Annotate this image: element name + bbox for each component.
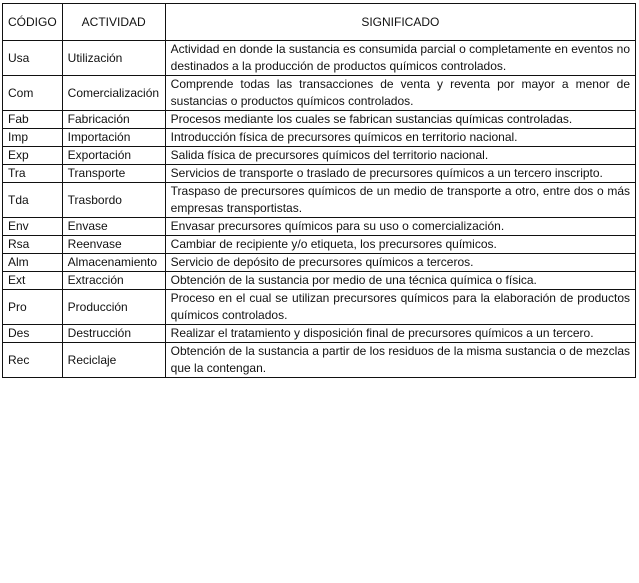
- cell-activity: Fabricación: [62, 111, 165, 129]
- cell-meaning: Introducción física de precursores químicos en territorio nacional.: [165, 129, 635, 147]
- cell-code: Rec: [3, 343, 63, 378]
- header-activity: ACTIVIDAD: [62, 4, 165, 41]
- header-code: CÓDIGO: [3, 4, 63, 41]
- cell-code: Des: [3, 325, 63, 343]
- cell-meaning: Proceso en el cual se utilizan precursores químicos para la elaboración de productos químicos controlados.: [165, 290, 635, 325]
- cell-activity: Trasbordo: [62, 183, 165, 218]
- table-row: [3, 129, 636, 147]
- cell-activity: Transporte: [62, 165, 165, 183]
- cell-activity: Envase: [62, 218, 165, 236]
- header-meaning: SIGNIFICADO: [165, 4, 635, 41]
- cell-activity: Utilización: [62, 41, 165, 76]
- cell-activity: Almacenamiento: [62, 254, 165, 272]
- cell-meaning: Salida física de precursores químicos del territorio nacional.: [165, 147, 635, 165]
- cell-code: Env: [3, 218, 63, 236]
- cell-activity: Importación: [62, 129, 165, 147]
- cell-meaning: Comprende todas las transacciones de venta y reventa por mayor a menor de sustancias o productos químicos controlados.: [165, 76, 635, 111]
- cell-code: Tra: [3, 165, 63, 183]
- cell-activity: Reenvase: [62, 236, 165, 254]
- cell-meaning: Obtención de la sustancia a partir de los residuos de la misma sustancia o de mezclas que la contengan.: [165, 343, 635, 378]
- table-row: [3, 111, 636, 129]
- cell-code: Imp: [3, 129, 63, 147]
- cell-meaning: Envasar precursores químicos para su uso o comercialización.: [165, 218, 635, 236]
- header-row: [3, 4, 636, 41]
- cell-meaning: Realizar el tratamiento y disposición final de precursores químicos a un tercero.: [165, 325, 635, 343]
- cell-activity: Reciclaje: [62, 343, 165, 378]
- cell-meaning: Traspaso de precursores químicos de un medio de transporte a otro, entre dos o más empresas transportistas.: [165, 183, 635, 218]
- table-row: [3, 218, 636, 236]
- cell-code: Tda: [3, 183, 63, 218]
- table-row: [3, 343, 636, 378]
- cell-code: Exp: [3, 147, 63, 165]
- cell-activity: Comercialización: [62, 76, 165, 111]
- cell-activity: Extracción: [62, 272, 165, 290]
- cell-code: Fab: [3, 111, 63, 129]
- table-row: [3, 165, 636, 183]
- table-row: [3, 254, 636, 272]
- cell-code: Alm: [3, 254, 63, 272]
- cell-activity: Destrucción: [62, 325, 165, 343]
- cell-meaning: Actividad en donde la sustancia es consumida parcial o completamente en eventos no destinados a la producción de productos químicos controlados.: [165, 41, 635, 76]
- table-row: [3, 41, 636, 76]
- cell-activity: Exportación: [62, 147, 165, 165]
- cell-code: Com: [3, 76, 63, 111]
- cell-code: Rsa: [3, 236, 63, 254]
- table-row: [3, 147, 636, 165]
- table-row: [3, 236, 636, 254]
- cell-meaning: Cambiar de recipiente y/o etiqueta, los precursores químicos.: [165, 236, 635, 254]
- cell-code: Pro: [3, 290, 63, 325]
- cell-code: Usa: [3, 41, 63, 76]
- table-row: [3, 290, 636, 325]
- activities-table: [2, 3, 636, 378]
- cell-meaning: Servicios de transporte o traslado de precursores químicos a un tercero inscripto.: [165, 165, 635, 183]
- table-row: [3, 183, 636, 218]
- table-row: [3, 272, 636, 290]
- cell-code: Ext: [3, 272, 63, 290]
- table-row: [3, 76, 636, 111]
- cell-meaning: Servicio de depósito de precursores químicos a terceros.: [165, 254, 635, 272]
- cell-meaning: Obtención de la sustancia por medio de una técnica química o física.: [165, 272, 635, 290]
- cell-activity: Producción: [62, 290, 165, 325]
- cell-meaning: Procesos mediante los cuales se fabrican sustancias químicas controladas.: [165, 111, 635, 129]
- table-row: [3, 325, 636, 343]
